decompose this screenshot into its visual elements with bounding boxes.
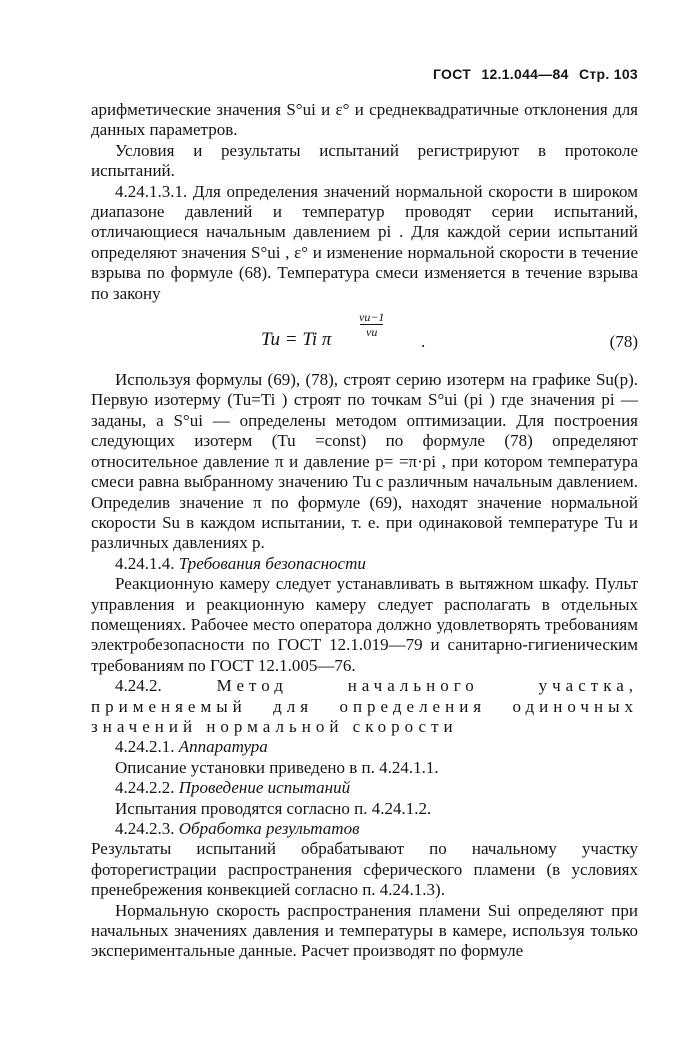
- exponent-denominator: vu: [360, 324, 383, 339]
- page-header: [427, 66, 638, 82]
- subsection-4-24-2-1: [91, 737, 638, 757]
- paragraph-3: 4.24.1.3.1. Для определения значений нормальной скорости в широком диапазоне давлений и температур проводят серии испытаний, отличающиеся начальным давлением pi . Для каждой серии испытаний определяют значения S°ui , ε° и изменение нормальной скорости в течение взрыва по формуле (68). Температура смеси изменяется в течение взрыва по закону: [91, 181, 638, 303]
- subsection-number: 4.24.2.1.: [115, 737, 175, 757]
- subsection-number: 4.24.2.3.: [115, 819, 175, 838]
- subsection-4-24-2-2: [91, 778, 638, 798]
- subsection-4-24-2-2-text: Испытания проводятся согласно п. 4.24.1.2.: [115, 798, 432, 818]
- paragraph-2: Условия и результаты испытаний регистрируют в протоколе испытаний.: [91, 140, 638, 181]
- subsection-title: Обработка результатов: [178, 819, 360, 838]
- paragraph-5: Реакционную камеру следует устанавливать в вытяжном шкафу. Пульт управления и реакционную камеру следует располагать в отдельных помещениях. Рабочее место оператора должно удовлетворять требованиям электробезопасности по ГОСТ 12.1.019—79 и санитарно-гигиеническим требованиям по ГОСТ 12.1.005—76.: [91, 574, 638, 675]
- header-gost: ГОСТ: [433, 66, 472, 82]
- header-standard-number: 12.1.044—84: [481, 66, 569, 82]
- formula-expression: Tu = Ti π: [261, 329, 332, 351]
- section-title: Требования безопасности: [178, 553, 366, 573]
- subsection-title: Аппаратура: [178, 737, 268, 757]
- section-title: Метод начального участка, применяемый для определения одиночных значений нормальной скорости: [91, 676, 638, 736]
- section-4-24-2: [91, 676, 638, 737]
- paragraph-last: Нормальную скорость распространения пламени Sui определяют при начальных значениях давления и температуры в камере, используя только экспериментальные данные. Расчет производят по формуле: [91, 900, 638, 961]
- paragraph-4: Используя формулы (69), (78), строят серию изотерм на графике Su(p). Первую изотерму (Tu=Ti ) строят по точкам S°ui (pi ) где значения pi — заданы, а S°ui — определены методом оптимизации. Для построения следующих изотерм (Tu =const) по формуле (78) определяют относительное давление π и давление p= =π·pi , при котором температура смеси равна выбранному значению Tu с различным начальным давлением. Определив значение π по формуле (69), находят значение нормальной скорости Su в каждом испытании, т. е. при одинаковой температуре Tu и различных давлениях p.: [91, 370, 638, 553]
- subsection-number: 4.24.2.2.: [115, 778, 175, 798]
- subsection-4-24-2-3: [91, 819, 638, 839]
- page-body: [91, 100, 638, 962]
- formula-78: [91, 308, 638, 368]
- section-4-24-1-4: [91, 554, 638, 574]
- section-number: 4.24.1.4.: [115, 553, 175, 573]
- subsection-title: Проведение испытаний: [178, 778, 351, 798]
- exponent-numerator: vu−1: [359, 310, 385, 325]
- formula-exponent: [359, 310, 384, 339]
- paragraph-1: арифметические значения S°ui и ε° и среднеквадратичные отклонения для данных параметров.: [91, 100, 638, 140]
- subsection-4-24-2-3-text: Результаты испытаний обрабатывают по начальному участку фоторегистрации распространения сферического пламени (в условиях пренебрежения конвекцией согласно п. 4.24.1.3).: [91, 839, 638, 900]
- subsection-4-24-2-1-text: Описание установки приведено в п. 4.24.1.1.: [115, 757, 439, 777]
- section-number: 4.24.2.: [115, 676, 162, 696]
- formula-number: (78): [609, 332, 638, 352]
- formula-dot: .: [421, 332, 426, 352]
- header-page-number: Стр. 103: [578, 66, 638, 82]
